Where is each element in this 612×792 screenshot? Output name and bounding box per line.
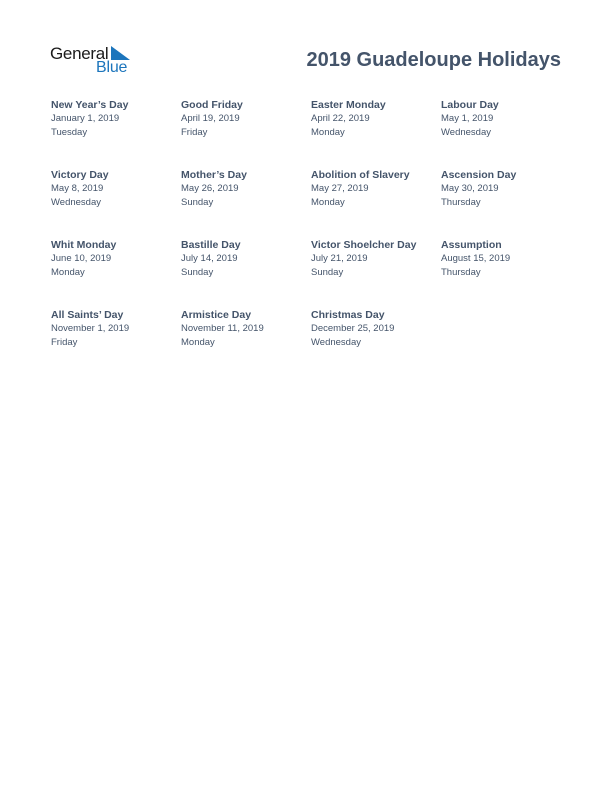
holiday-name: Bastille Day [181,239,241,251]
holiday-name: Whit Monday [51,239,117,251]
holiday-date: April 22, 2019 [311,113,370,124]
holiday-name: Armistice Day [181,309,252,321]
holiday-date: November 1, 2019 [51,323,130,334]
holiday-item [441,238,571,308]
holiday-date: April 19, 2019 [181,113,240,124]
holiday-item [311,308,441,378]
holiday-item [51,168,181,238]
holiday-weekday: Friday [181,126,208,138]
holiday-date: January 1, 2019 [51,113,120,124]
holiday-weekday: Monday [311,126,345,138]
holiday-date: May 1, 2019 [441,113,494,124]
holiday-weekday: Sunday [311,266,344,278]
holiday-date: May 8, 2019 [51,183,104,194]
holiday-item [311,238,441,308]
holiday-item [441,168,571,238]
holiday-name: Easter Monday [311,99,386,111]
holiday-item [181,238,311,308]
holiday-name: All Saints’ Day [51,309,124,321]
holiday-name: Assumption [441,239,502,251]
holiday-date: May 27, 2019 [311,183,369,194]
holiday-weekday: Monday [311,196,345,208]
holiday-date: May 30, 2019 [441,183,499,194]
holiday-item [181,168,311,238]
holiday-date: May 26, 2019 [181,183,239,194]
holiday-date: July 14, 2019 [181,253,238,264]
holiday-weekday: Monday [181,336,215,348]
holiday-name: Abolition of Slavery [311,169,410,181]
holiday-date: December 25, 2019 [311,323,395,334]
holiday-name: Victory Day [51,169,109,181]
page-title: 2019 Guadeloupe Holidays [306,49,561,71]
holiday-date: August 15, 2019 [441,253,511,264]
holiday-name: Ascension Day [441,169,517,181]
holiday-item [51,308,181,378]
holiday-name: Good Friday [181,99,243,111]
holiday-weekday: Thursday [441,196,481,208]
holiday-weekday: Wednesday [441,126,491,138]
logo-text-general: General [50,44,109,63]
holiday-name: New Year’s Day [51,99,129,111]
holiday-date: July 21, 2019 [311,253,368,264]
holiday-date: November 11, 2019 [181,323,264,334]
holiday-date: June 10, 2019 [51,253,112,264]
holiday-name: Labour Day [441,99,499,111]
holiday-item [311,98,441,168]
holiday-name: Mother’s Day [181,169,247,181]
holiday-name: Christmas Day [311,309,385,321]
holiday-item [51,98,181,168]
holiday-item [441,98,571,168]
holiday-weekday: Wednesday [311,336,361,348]
logo-triangle-icon [111,46,130,60]
logo-text-blue: Blue [96,59,128,76]
holiday-weekday: Sunday [181,266,214,278]
holiday-weekday: Monday [51,266,85,278]
holiday-item [51,238,181,308]
holiday-item [311,168,441,238]
holiday-name: Victor Shoelcher Day [311,239,417,251]
holiday-item [181,98,311,168]
holiday-weekday: Thursday [441,266,481,278]
holiday-item [181,308,311,378]
holiday-weekday: Friday [51,336,78,348]
holiday-weekday: Sunday [181,196,214,208]
holiday-weekday: Tuesday [51,126,88,138]
holiday-grid [51,98,581,378]
holiday-weekday: Wednesday [51,196,101,208]
generalblue-logo [50,44,140,78]
